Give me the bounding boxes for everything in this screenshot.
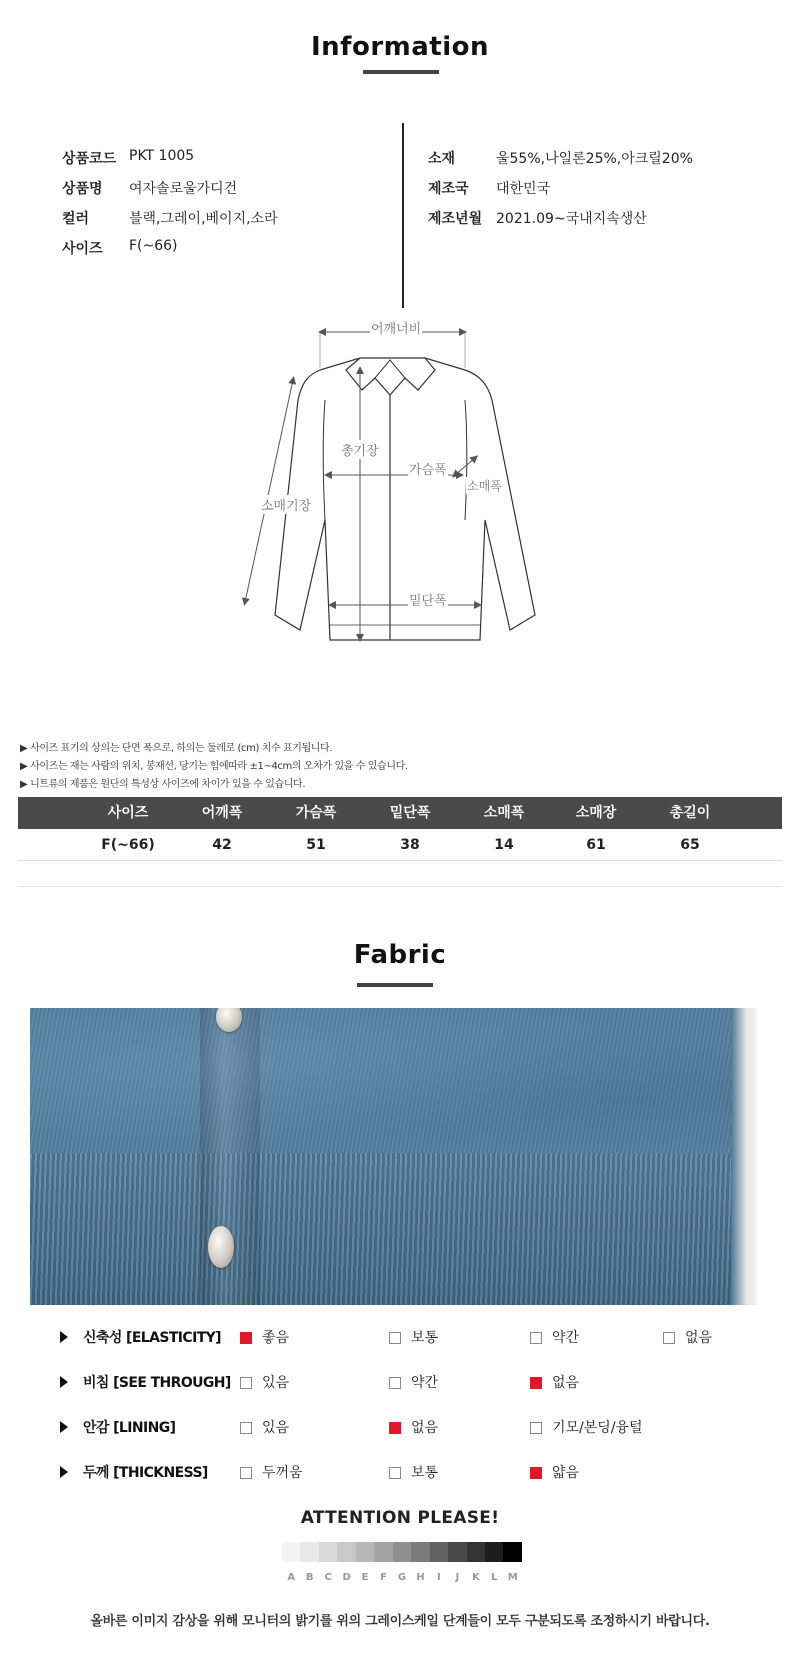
- grayscale-letters: [282, 1572, 522, 1586]
- checkbox-icon: [240, 1467, 252, 1479]
- option-label: 좋음: [262, 1330, 290, 1346]
- grayscale-swatch: [503, 1542, 521, 1562]
- checkbox-icon: [530, 1422, 542, 1434]
- diagram-label-hem: 밑단폭: [408, 590, 448, 609]
- grayscale-bar: [282, 1542, 522, 1562]
- info-label: 상품명: [62, 181, 103, 197]
- information-title: Information: [310, 32, 490, 62]
- size-header-cell: 가슴폭: [295, 805, 337, 821]
- checked-box-icon: [530, 1467, 542, 1479]
- attribute-row-thickness: [0, 1461, 800, 1485]
- grayscale-letter: K: [471, 1572, 480, 1583]
- size-cell: 14: [494, 837, 514, 853]
- option-label: 있음: [262, 1420, 290, 1436]
- info-label: 제조국: [428, 181, 469, 197]
- grayscale-letter: A: [287, 1572, 296, 1583]
- size-cell: 38: [400, 837, 420, 853]
- table-row: [18, 829, 782, 861]
- diagram-label-total-length: 총기장: [340, 440, 380, 459]
- size-table: [18, 797, 782, 861]
- size-notes: [20, 740, 780, 794]
- grayscale-swatch: [485, 1542, 503, 1562]
- size-note: ▶ 사이즈는 재는 사람의 위치, 봉재선, 당기는 힘에따라 ±1~4cm의 오차가 있을 수 있습니다.: [20, 761, 408, 772]
- grayscale-letter: E: [361, 1572, 369, 1583]
- grayscale-swatch: [319, 1542, 337, 1562]
- grayscale-swatch: [393, 1542, 411, 1562]
- info-label: 사이즈: [62, 241, 103, 257]
- option-label: 두꺼움: [262, 1465, 303, 1481]
- play-arrow-icon: [60, 1376, 68, 1388]
- cardigan-button: [208, 1226, 234, 1268]
- option-label: 얇음: [552, 1465, 580, 1481]
- size-header-cell: 밑단폭: [389, 805, 431, 821]
- option-label: 약간: [411, 1375, 439, 1391]
- checkbox-icon: [240, 1422, 252, 1434]
- grayscale-swatch: [282, 1542, 300, 1562]
- option-label: 기모/본딩/융털: [552, 1420, 643, 1436]
- checkbox-icon: [530, 1332, 542, 1344]
- size-cell: 65: [680, 837, 700, 853]
- info-value: 울55%,나일론25%,아크릴20%: [496, 151, 693, 167]
- checked-box-icon: [530, 1377, 542, 1389]
- garment-measurement-diagram: [230, 320, 570, 670]
- size-header-cell: 어깨폭: [201, 805, 243, 821]
- info-value: 여자솔로울가디건: [129, 181, 238, 197]
- grayscale-letter: J: [455, 1572, 460, 1583]
- size-header-cell: 소매폭: [483, 805, 525, 821]
- grayscale-letter: L: [491, 1572, 498, 1583]
- grayscale-letter: F: [380, 1572, 387, 1583]
- attribute-row-lining: [0, 1416, 800, 1440]
- option-label: 약간: [552, 1330, 580, 1346]
- option-label: 보통: [411, 1465, 439, 1481]
- fabric-closeup-photo: [30, 1008, 757, 1305]
- info-label: 상품코드: [62, 151, 117, 167]
- info-value: F(~66): [129, 238, 178, 254]
- option-label: 없음: [411, 1420, 439, 1436]
- grayscale-letter: G: [397, 1572, 407, 1583]
- attribute-row-elasticity: [0, 1326, 800, 1350]
- grayscale-swatch: [356, 1542, 374, 1562]
- photo-edge: [731, 1008, 757, 1305]
- checkbox-icon: [389, 1332, 401, 1344]
- checkbox-icon: [663, 1332, 675, 1344]
- info-value: 2021.09~국내지속생산: [496, 211, 647, 227]
- grayscale-letter: H: [416, 1572, 425, 1583]
- checked-box-icon: [240, 1332, 252, 1344]
- grayscale-swatch: [467, 1542, 485, 1562]
- info-divider: [402, 123, 404, 308]
- info-value: 대한민국: [496, 181, 551, 197]
- option-label: 있음: [262, 1375, 290, 1391]
- rib-texture: [30, 1153, 757, 1305]
- option-label: 보통: [411, 1330, 439, 1346]
- checkbox-icon: [389, 1377, 401, 1389]
- grayscale-swatch: [411, 1542, 429, 1562]
- size-header-cell: 소매장: [575, 805, 617, 821]
- attribute-name: 신축성 [ELASTICITY]: [83, 1330, 221, 1346]
- size-table-header: [18, 797, 782, 829]
- info-label: 제조년월: [428, 211, 483, 227]
- size-cell: F(~66): [101, 837, 155, 853]
- grayscale-letter: D: [342, 1572, 351, 1583]
- diagram-label-sleeve-width: 소매폭: [467, 479, 502, 493]
- fabric-title-underline: [357, 983, 433, 987]
- grayscale-swatch: [300, 1542, 318, 1562]
- grayscale-swatch: [374, 1542, 392, 1562]
- size-header-cell: 사이즈: [107, 805, 149, 821]
- attention-title: ATTENTION PLEASE!: [300, 1508, 500, 1528]
- play-arrow-icon: [60, 1331, 68, 1343]
- monitor-brightness-note: 올바른 이미지 감상을 위해 모니터의 밝기를 위의 그레이스케일 단계들이 모두 구분되도록 조정하시기 바랍니다.: [90, 1614, 710, 1629]
- size-cell: 61: [586, 837, 606, 853]
- grayscale-letter: B: [305, 1572, 314, 1583]
- info-label: 컬러: [62, 211, 90, 227]
- info-label: 소재: [428, 151, 456, 167]
- grayscale-swatch: [337, 1542, 355, 1562]
- grayscale-swatch: [430, 1542, 448, 1562]
- size-note: ▶ 사이즈 표기의 상의는 단면 폭으로, 하의는 둘레로 (cm) 치수 표기됩니다.: [20, 743, 333, 754]
- checkbox-icon: [240, 1377, 252, 1389]
- attribute-row-see-through: [0, 1371, 800, 1395]
- option-label: 없음: [685, 1330, 713, 1346]
- size-cell: 42: [212, 837, 232, 853]
- attribute-name: 안감 [LINING]: [83, 1420, 176, 1436]
- info-value: 블랙,그레이,베이지,소라: [129, 211, 278, 227]
- play-arrow-icon: [60, 1421, 68, 1433]
- diagram-label-chest: 가슴폭: [408, 459, 448, 478]
- diagram-label-shoulder: 어깨너비: [370, 318, 422, 337]
- grayscale-letter: M: [507, 1572, 518, 1583]
- play-arrow-icon: [60, 1466, 68, 1478]
- knit-texture: [30, 1008, 757, 1153]
- fabric-title: Fabric: [353, 940, 447, 970]
- section-divider: [18, 886, 782, 887]
- grayscale-swatch: [448, 1542, 466, 1562]
- size-note: ▶ 니트류의 제품은 원단의 특성상 사이즈에 차이가 있을 수 있습니다.: [20, 779, 306, 790]
- checked-box-icon: [389, 1422, 401, 1434]
- option-label: 없음: [552, 1375, 580, 1391]
- info-value: PKT 1005: [129, 148, 195, 164]
- attribute-name: 두께 [THICKNESS]: [83, 1465, 208, 1481]
- grayscale-letter: I: [437, 1572, 441, 1583]
- diagram-label-sleeve-length: 소매기장: [260, 495, 312, 514]
- attribute-name: 비침 [SEE THROUGH]: [83, 1375, 231, 1391]
- information-title-underline: [363, 70, 439, 74]
- size-cell: 51: [306, 837, 326, 853]
- checkbox-icon: [389, 1467, 401, 1479]
- size-header-cell: 총길이: [669, 805, 711, 821]
- grayscale-letter: C: [324, 1572, 332, 1583]
